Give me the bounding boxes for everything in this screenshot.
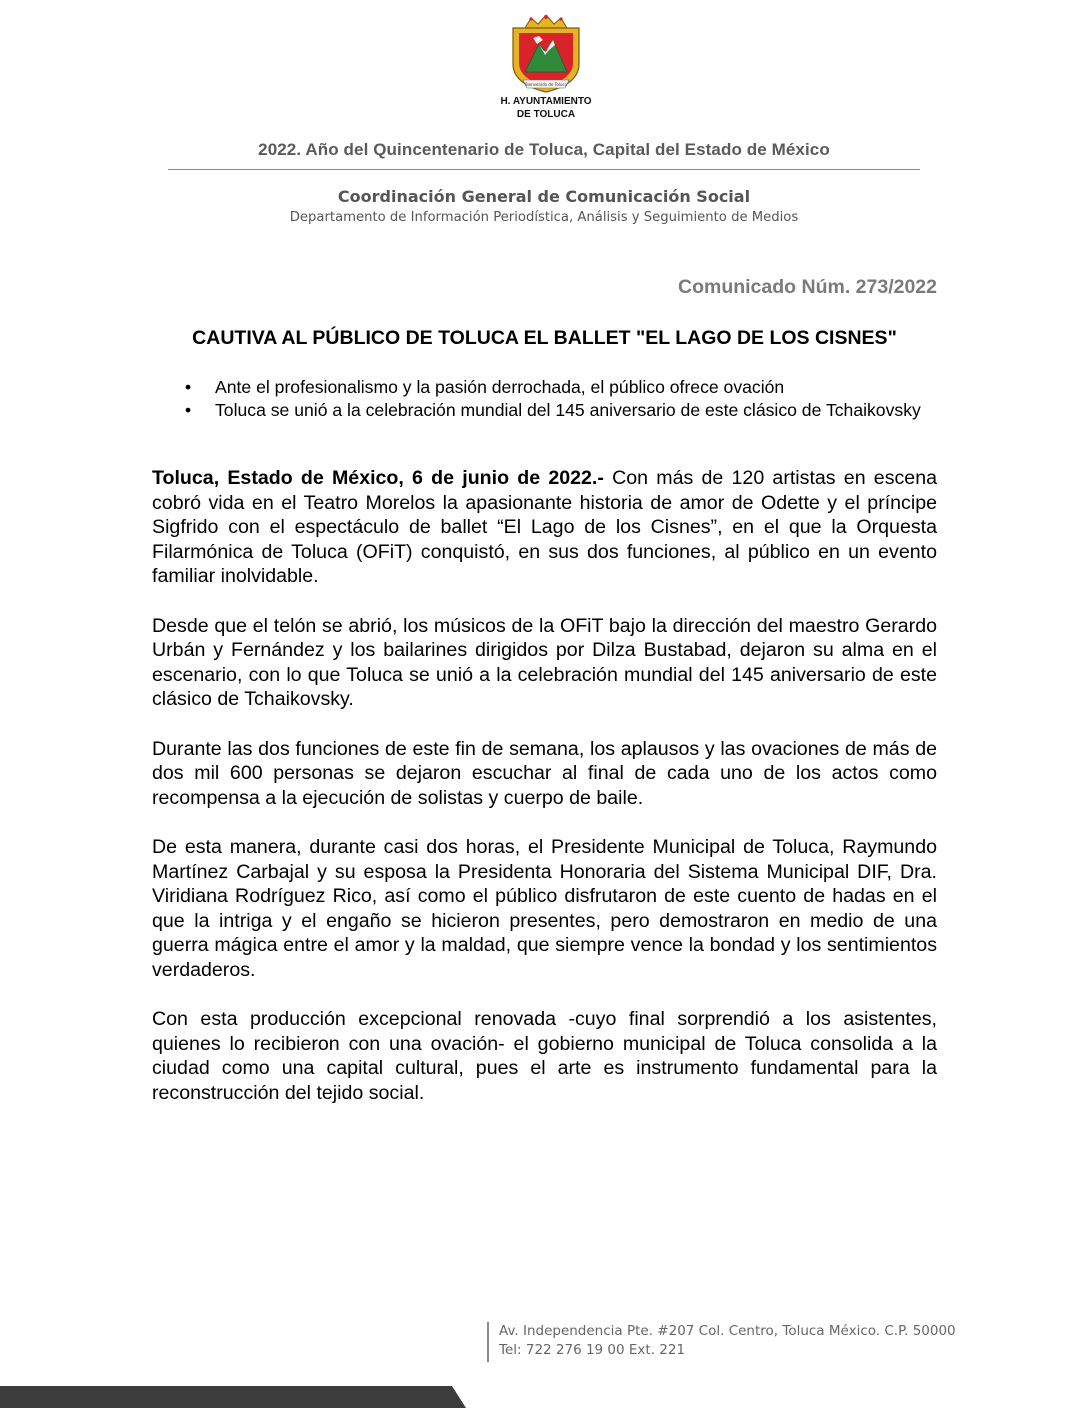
bullet-item [152, 399, 937, 422]
footer-phone: Tel: 722 276 19 00 Ext. 221 [499, 1342, 686, 1358]
paragraph-1-text: Con más de 120 artistas en escena cobró vida en el Teatro Morelos la apasionante historia de amor de Odette y el príncipe Sigfrido con el espectáculo de ballet “El Lago de los Cisnes”, en el que la Orquesta Filarmónica de Toluca (OFiT) conquistó, en sus dos funciones, al público en un evento familiar inolvidable. [152, 467, 937, 588]
paragraph-3: Durante las dos funciones de este fin de semana, los aplausos y las ovaciones de más de dos mil 600 personas se dejaron escuchar al final de cada uno de los actos como recompensa a la ejecución de solistas y cuerpo de baile. [152, 737, 937, 809]
footer-address: Av. Independencia Pte. #207 Col. Centro, Toluca México. C.P. 50000 [499, 1323, 956, 1339]
summary-bullets [152, 376, 937, 422]
headline: CAUTIVA AL PÚBLICO DE TOLUCA EL BALLET "EL LAGO DE LOS CISNES" [192, 327, 897, 349]
bullet-item [152, 376, 937, 399]
footer-divider [487, 1322, 489, 1362]
logo-caption-line2: DE TOLUCA [516, 109, 576, 120]
dateline: Toluca, Estado de México, 6 de junio de 2022.- [152, 467, 604, 489]
bullet-text: Ante el profesionalismo y la pasión derrochada, el público ofrece ovación [215, 377, 785, 397]
paragraph-5: Con esta producción excepcional renovada -cuyo final sorprendió a los asistentes, quienes lo recibieron con una ovación- el gobierno municipal de Toluca consolida a la ciudad como una capital cultural, pues el arte es instrumento fundamental para la reconstrucción del tejido social. [152, 1008, 937, 1104]
department-subtitle: Departamento de Información Periodística, Análisis y Seguimiento de Medios [289, 210, 799, 225]
bullet-icon: • [185, 377, 192, 397]
logo-motto: Bienvenido de Toluca [524, 82, 568, 87]
article-body [152, 466, 937, 1130]
coordination-title: Coordinación General de Comunicación Social [337, 187, 751, 206]
communique-number: Comunicado Núm. 273/2022 [677, 276, 937, 298]
bullet-text: Toluca se unió a la celebración mundial del 145 aniversario de este clásico de Tchaikovsky [215, 400, 921, 420]
toluca-logo [490, 14, 602, 120]
header-divider [168, 169, 920, 170]
year-title: 2022. Año del Quincentenario de Toluca, Capital del Estado de México [258, 140, 830, 159]
paragraph-4: De esta manera, durante casi dos horas, el Presidente Municipal de Toluca, Raymundo Martínez Carbajal y su esposa la Presidenta Honoraria del Sistema Municipal DIF, Dra. Viridiana Rodríguez Rico, así como el público disfrutaron de este cuento de hadas en el que la intriga y el engaño se hicieron presentes, pero demostraron en medio de una guerra mágica entre el amor y la maldad, que siempre vence la bondad y los sentimientos verdaderos. [152, 835, 937, 981]
logo-caption-line1: H. AYUNTAMIENTO [500, 96, 592, 107]
toluca-coat-of-arms-icon [503, 14, 589, 94]
paragraph-1 [152, 466, 937, 589]
bullet-icon: • [185, 400, 192, 420]
footer-band [0, 1386, 1088, 1408]
paragraph-2: Desde que el telón se abrió, los músicos de la OFiT bajo la dirección del maestro Gerardo Urbán y Fernández y los bailarines dirigidos por Dilza Bustabad, dejaron su alma en el escenario, con lo que Toluca se unió a la celebración mundial del 145 aniversario de este clásico de Tchaikovsky. [152, 614, 937, 711]
